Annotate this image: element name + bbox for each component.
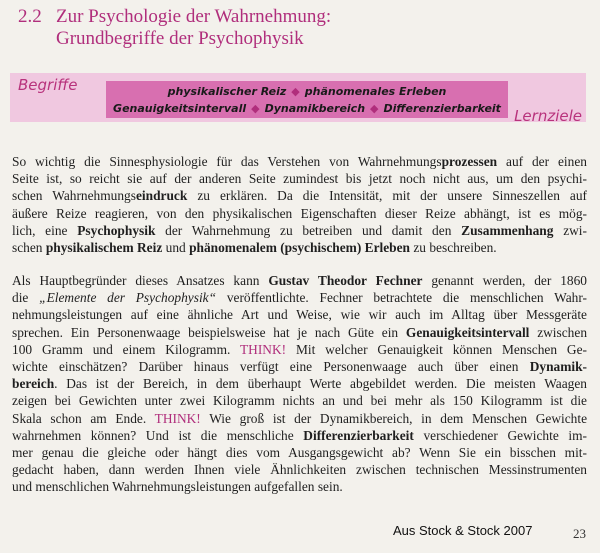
page-number: 23	[573, 526, 586, 541]
diamond-icon: ◆	[370, 102, 379, 115]
paragraph-line: bereich. Das ist der Bereich, in dem überhaupt Werte abgebildet werden. Die meisten Waagen	[12, 376, 587, 392]
section-title-line-1: Zur Psychologie der Wahrnehmung:	[56, 6, 332, 27]
key-terms-box	[106, 81, 508, 118]
paragraph-line: 100 Gramm und einem Kilogramm. THINK! Mit welcher Genauigkeit können Menschen Ge-	[12, 341, 587, 357]
paragraph-line: sprechen. Ein Personenwaage beispielsweise hat je nach Güte ein Genauigkeitsintervall zwischen	[12, 324, 587, 340]
paragraph-line: wahrnehmen können? Und ist die menschliche Differenzierbarkeit verschiedener Gewichte im-	[12, 427, 587, 443]
paragraph-line: gedacht haben, dann werden Ihnen viele Ähnlichkeiten zwischen technischen Messinstrumenten	[12, 462, 587, 478]
term-physikalischer-reiz: physikalischer Reiz	[167, 85, 287, 98]
paragraph-1	[12, 153, 587, 256]
key-terms-row-1	[106, 85, 508, 98]
paragraph-line: und menschlichen Wahrnehmungsleistungen aufgefallen sein.	[12, 479, 343, 495]
paragraph-line: äußere Reize reagieren, von den physikalischen Eigenschaften dieser Reize abhängt, ist es mög-	[12, 205, 587, 221]
think-prompt: THINK!	[239, 341, 287, 357]
diamond-icon: ◆	[251, 102, 260, 115]
paragraph-2	[12, 272, 587, 495]
paragraph-line: schen Wahrnehmungseindruck zu erklären. Da die Intensität, mit der unsere Sinneszellen auf	[12, 188, 587, 204]
paragraph-line: Seite ist, so reicht sie auf der anderen Seite zumindest bis jetzt noch nicht aus, um den psychi-	[12, 171, 587, 187]
term-dynamikbereich: Dynamikbereich	[264, 102, 366, 115]
paragraph-line: So wichtig die Sinnesphysiologie für das Verstehen von Wahrnehmungsprozessen auf der einen	[12, 154, 587, 169]
key-terms-row-2	[106, 102, 508, 115]
paragraph-line: Als Hauptbegründer dieses Ansatzes kann Gustav Theodor Fechner genannt werden, der 1860	[12, 273, 587, 288]
lernziele-label: Lernziele	[514, 107, 582, 125]
key-terms-band	[10, 73, 586, 125]
section-number: 2.2	[18, 6, 42, 27]
begriffe-label: Begriffe	[18, 76, 78, 94]
paragraph-line: schen physikalischem Reiz und phänomenalem (psychischem) Erleben zu beschreiben.	[12, 239, 497, 255]
think-prompt: THINK!	[154, 410, 201, 426]
source-credit: Aus Stock & Stock 2007	[393, 523, 533, 538]
paragraph-line: mer genau die gleiche oder hängt dies vom Ausgangsgewicht ab? Wenn Sie ein bisschen mit-	[12, 444, 587, 460]
paragraph-line: Skala schon am Ende. THINK! Wie groß ist der Dynamikbereich, in dem Menschen Gewichte	[12, 410, 587, 426]
term-differenzierbarkeit: Differenzierbarkeit	[383, 102, 501, 115]
paragraph-line: lich, eine Psychophysik der Wahrnehmung zu betreiben und damit den Zusammenhang zwi-	[12, 222, 587, 238]
paragraph-line: zeigen bei Gewichten unter zwei Kilogramm nichts an und bei mehr als 150 Kilogramm ist die	[12, 393, 587, 409]
diamond-icon: ◆	[291, 85, 300, 98]
section-title-line-2: Grundbegriffe der Psychophysik	[56, 28, 304, 49]
paragraph-line: die „Elemente der Psychophysik“ veröffentlichte. Fechner betrachtete die menschlichen Wahr-	[12, 290, 587, 306]
term-genauigkeitsintervall: Genauigkeitsintervall	[113, 102, 247, 115]
paragraph-line: wichte einschätzen? Darüber hinaus verfügt eine Personenwaage auch über einen Dynamik-	[12, 358, 587, 374]
paragraph-line: nehmungsleistungen auf eine ähnliche Art und Weise, wie wir auch im Alltag über Messgeräte	[12, 307, 587, 323]
term-phaenomenales-erleben: phänomenales Erleben	[304, 85, 447, 98]
